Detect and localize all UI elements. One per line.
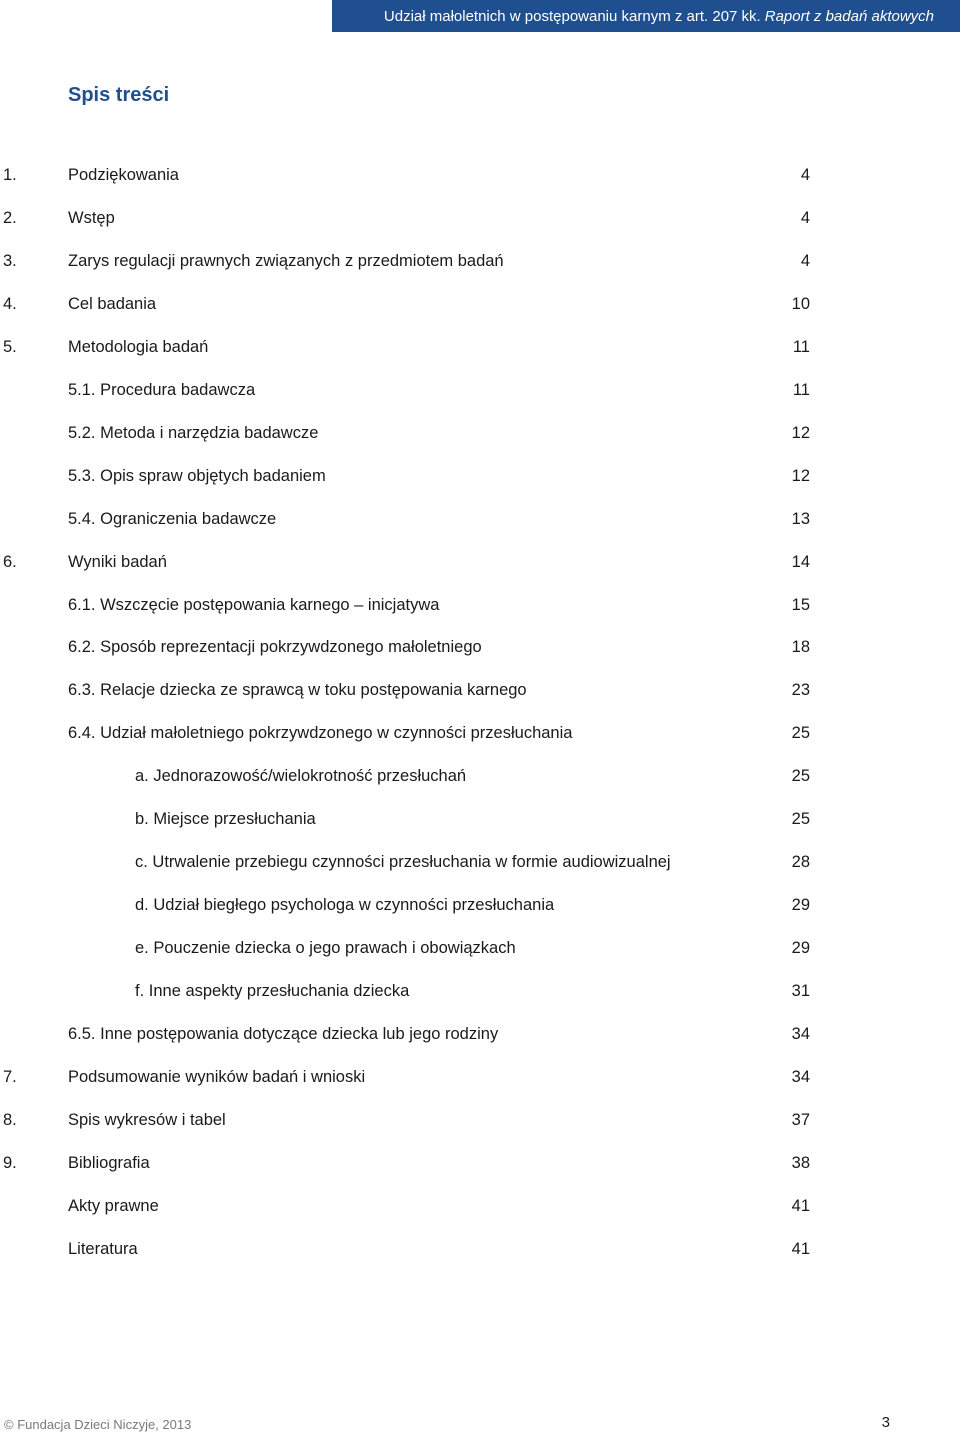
toc-entry-page: 29 xyxy=(791,896,810,915)
toc-entry-number: 3. xyxy=(3,251,17,270)
toc-entry[interactable] xyxy=(0,592,960,618)
toc-entry[interactable] xyxy=(0,1150,960,1176)
toc-entry-page: 28 xyxy=(791,853,810,872)
toc-entry[interactable] xyxy=(0,1193,960,1219)
toc-entry-label: e. Pouczenie dziecka o jego prawach i obowiązkach xyxy=(135,939,516,958)
toc-entry[interactable] xyxy=(0,978,960,1004)
toc-entry-label: 6.5. Inne postępowania dotyczące dziecka lub jego rodziny xyxy=(68,1025,499,1043)
header-title: Udział małoletnich w postępowaniu karnym z art. 207 kk. xyxy=(383,7,761,25)
toc-entry-page: 25 xyxy=(791,767,810,786)
toc-entry-label: 6.4. Udział małoletniego pokrzywdzonego w czynności przesłuchania xyxy=(68,724,573,743)
toc-entry[interactable] xyxy=(0,763,960,789)
toc-entry-number: 6. xyxy=(3,552,17,571)
toc-entry-label: 5.1. Procedura badawcza xyxy=(68,380,256,399)
toc-entry-label: 5.2. Metoda i narzędzia badawcze xyxy=(68,423,319,442)
toc-entry-label: c. Utrwalenie przebiegu czynności przesłuchania w formie audiowizualnej xyxy=(135,853,671,872)
toc-entry-label: 5.3. Opis spraw objętych badaniem xyxy=(68,466,326,485)
toc-entry-page: 14 xyxy=(791,552,810,571)
toc-entry-label: Cel badania xyxy=(68,294,157,313)
toc-entry-page: 38 xyxy=(791,1153,810,1172)
toc-entry[interactable] xyxy=(0,291,960,317)
toc-entry-number: 2. xyxy=(3,208,17,227)
toc-entry[interactable] xyxy=(0,420,960,446)
toc-entry-label: 6.3. Relacje dziecka ze sprawcą w toku postępowania karnego xyxy=(68,681,527,700)
toc-entry-number: 8. xyxy=(3,1110,17,1129)
toc-entry[interactable] xyxy=(0,935,960,961)
toc-entry[interactable] xyxy=(0,377,960,403)
toc-entry[interactable] xyxy=(0,1021,960,1047)
toc-entry-label: Wstęp xyxy=(68,208,115,227)
toc-entry-page: 4 xyxy=(800,166,810,184)
toc-entry[interactable] xyxy=(0,720,960,746)
toc-entry-label: Bibliografia xyxy=(68,1153,150,1172)
toc-entry-label: Podsumowanie wyników badań i wnioski xyxy=(68,1067,366,1086)
running-header xyxy=(332,0,960,32)
toc-entry-page: 34 xyxy=(791,1025,810,1043)
toc-entry-page: 37 xyxy=(791,1110,810,1129)
toc-entry-label: Akty prawne xyxy=(68,1196,159,1215)
toc-entry-label: f. Inne aspekty przesłuchania dziecka xyxy=(135,982,410,1001)
toc-entry[interactable] xyxy=(0,677,960,703)
toc-entry-label: 6.1. Wszczęcie postępowania karnego – inicjatywa xyxy=(68,595,440,614)
toc-entry[interactable] xyxy=(0,506,960,532)
toc-entry-label: Spis wykresów i tabel xyxy=(68,1110,226,1129)
toc-entry-page: 34 xyxy=(791,1067,810,1086)
toc-entry-page: 12 xyxy=(791,466,810,485)
page-title: Spis treści xyxy=(68,84,170,106)
toc-entry-page: 41 xyxy=(791,1196,810,1215)
toc-entry[interactable] xyxy=(0,162,960,188)
toc-entry-label: Zarys regulacji prawnych związanych z przedmiotem badań xyxy=(68,251,504,270)
toc-entry-label: b. Miejsce przesłuchania xyxy=(135,810,316,829)
toc-entry-page: 13 xyxy=(791,509,810,528)
toc-entry-page: 11 xyxy=(792,380,810,399)
toc-entry-page: 31 xyxy=(791,982,810,1001)
toc-entry[interactable] xyxy=(0,849,960,875)
toc-entry[interactable] xyxy=(0,549,960,575)
toc-entry-page: 23 xyxy=(791,681,810,700)
toc-entry-page: 29 xyxy=(791,939,810,958)
toc-entry-page: 12 xyxy=(791,423,810,442)
toc-entry-label: Podziękowania xyxy=(68,166,179,184)
toc-entry[interactable] xyxy=(0,806,960,832)
toc-entry-label: Literatura xyxy=(68,1239,138,1258)
toc-entry-page: 4 xyxy=(800,208,810,227)
toc-entry-label: 6.2. Sposób reprezentacji pokrzywdzonego małoletniego xyxy=(68,638,482,657)
toc-entry-page: 11 xyxy=(792,337,810,356)
toc-entry-label: a. Jednorazowość/wielokrotność przesłuchań xyxy=(135,767,467,786)
toc-entry-number: 9. xyxy=(3,1153,17,1172)
toc-entry[interactable] xyxy=(0,1236,960,1262)
toc-entry-label: d. Udział biegłego psychologa w czynności przesłuchania xyxy=(135,896,555,915)
toc-entry-label: Wyniki badań xyxy=(68,552,167,571)
toc-entry[interactable] xyxy=(0,463,960,489)
toc-entry[interactable] xyxy=(0,205,960,231)
toc-entry[interactable] xyxy=(0,634,960,660)
toc-entry[interactable] xyxy=(0,1064,960,1090)
toc-entry-page: 4 xyxy=(800,251,810,270)
toc-entry-page: 25 xyxy=(791,810,810,829)
header-subtitle: Raport z badań aktowych xyxy=(764,7,934,25)
toc-entry[interactable] xyxy=(0,248,960,274)
toc-entry-number: 1. xyxy=(3,166,17,184)
toc-entry-label: Metodologia badań xyxy=(68,337,209,356)
toc-entry-page: 10 xyxy=(791,294,810,313)
toc-entry-number: 5. xyxy=(3,337,17,356)
toc-entry-page: 41 xyxy=(791,1239,810,1258)
footer-page-number: 3 xyxy=(881,1414,890,1431)
toc-entry-label: 5.4. Ograniczenia badawcze xyxy=(68,509,277,528)
toc-entry-number: 4. xyxy=(3,294,17,313)
footer-copyright: © Fundacja Dzieci Niczyje, 2013 xyxy=(4,1417,192,1432)
toc-entry[interactable] xyxy=(0,1107,960,1133)
toc-entry-page: 18 xyxy=(791,638,810,657)
toc-entry-number: 7. xyxy=(3,1067,17,1086)
toc-entry-page: 15 xyxy=(791,595,810,614)
toc-entry[interactable] xyxy=(0,334,960,360)
toc-entry[interactable] xyxy=(0,892,960,918)
toc-entry-page: 25 xyxy=(791,724,810,743)
